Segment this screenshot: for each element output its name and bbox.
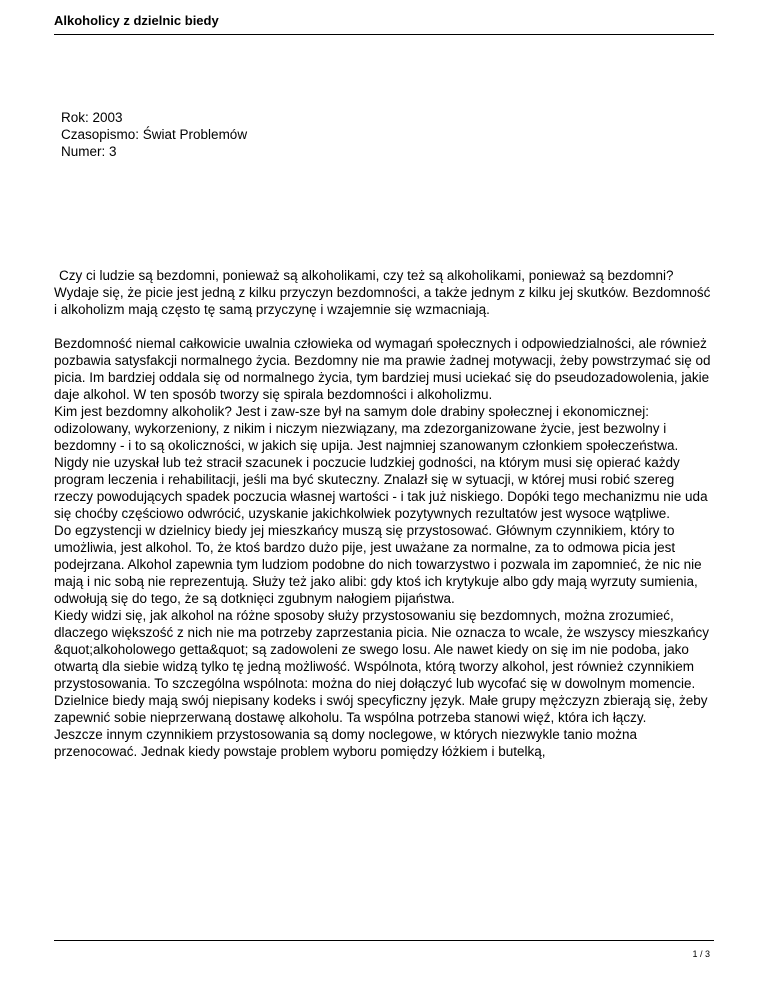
article-body	[54, 267, 714, 760]
article-paragraph: Czy ci ludzie są bezdomni, ponieważ są alkoholikami, czy też są alkoholikami, ponieważ są bezdomni? Wydaje się, że picie jest jedną z kilku przyczyn bezdomności, a także jednym z kilku jej skutków. Bezdomność i alkoholizm mają często tę samą przyczynę i wzajemnie się wzmacniają.	[54, 268, 711, 317]
document-header-title: Alkoholicy z dzielnic biedy	[54, 13, 219, 28]
article-paragraph: Kiedy widzi się, jak alkohol na różne sposoby służy przystosowaniu się bezdomnych, można zrozumieć, dlaczego większość z nich nie ma potrzeby zaprzestania picia. Nie oznacza to wcale, że wszyscy mieszkańcy &quot;alkoholowego getta&quot; są zadowoleni ze swego losu. Ale nawet kiedy on się im nie podoba, jako otwartą dla siebie widzą tylko tę jedną możliwość. Wspólnota, którą tworzy alkohol, jest również czynnikiem przystosowania. To szczególna wspólnota: można do niej dołączyć lub wycofać się w dowolnym momencie. Dzielnice biedy mają swój niepisany kodeks i swój specyficzny język. Małe grupy mężczyzn zbierają się, żeby zapewnić sobie nieprzerwaną dostawę alkoholu. Ta wspólna potrzeba stanowi więź, która ich łączy.	[54, 608, 710, 725]
footer-divider	[54, 940, 714, 941]
article-metadata	[61, 109, 247, 160]
page-number: 1 / 3	[692, 949, 710, 959]
article-paragraph: Kim jest bezdomny alkoholik? Jest i zaw-sze był na samym dole drabiny społecznej i ekonomicznej: odizolowany, wykorzeniony, z nikim i niczym niezwiązany, ma zdezorganizowane życie, jest bezwolny i bezdomny - i to są okoliczności, w jakich się upija. Jest najmniej szanowanym członkiem społeczeństwa. Nigdy nie uzyskał lub też stracił szacunek i poczucie ludzkiej godności, na którym musi się opierać każdy program leczenia i rehabilitacji, jeśli ma być skuteczny. Znalazł się w sytuacji, w której musi robić szereg rzeczy powodujących spadek poczucia własnej wartości - i tak już niskiego. Dopóki tego mechanizmu nie uda się choćby częściowo odwrócić, uzyskanie jakichkolwiek pozytywnych rezultatów jest wysoce wątpliwe.	[54, 404, 708, 521]
metadata-year: Rok: 2003	[61, 110, 123, 125]
header-divider	[54, 34, 714, 35]
article-paragraph: Do egzystencji w dzielnicy biedy jej mieszkańcy muszą się przystosować. Głównym czynnikiem, który to umożliwia, jest alkohol. To, że ktoś bardzo dużo pije, jest uważane za normalne, za to odmowa picia jest podejrzana. Alkohol zapewnia tym ludziom podobne do nich towarzystwo i pozwala im zapomnieć, że nic nie mają i nic sobą nie reprezentują. Służy też jako alibi: gdy ktoś ich krytykuje albo gdy mają wyrzuty sumienia, odwołują się do tego, że są dotknięci zgubnym nałogiem pijaństwa.	[54, 523, 702, 606]
article-paragraph: Jeszcze innym czynnikiem przystosowania są domy noclegowe, w których niezwykle tanio można przenocować. Jednak kiedy powstaje problem wyboru pomiędzy łóżkiem i butelką,	[54, 727, 637, 759]
article-paragraph: Bezdomność niemal całkowicie uwalnia człowieka od wymagań społecznych i odpowiedzialności, ale również pozbawia satysfakcji normalnego życia. Bezdomny nie ma prawie żadnej motywacji, żeby powstrzymać się od picia. Im bardziej oddala się od normalnego życia, tym bardziej musi uciekać się do pseudozadowolenia, jakie daje alkohol. W ten sposób tworzy się spirala bezdomności i alkoholizmu.	[54, 336, 711, 402]
metadata-magazine: Czasopismo: Świat Problemów	[61, 127, 248, 142]
metadata-issue: Numer: 3	[61, 144, 117, 159]
